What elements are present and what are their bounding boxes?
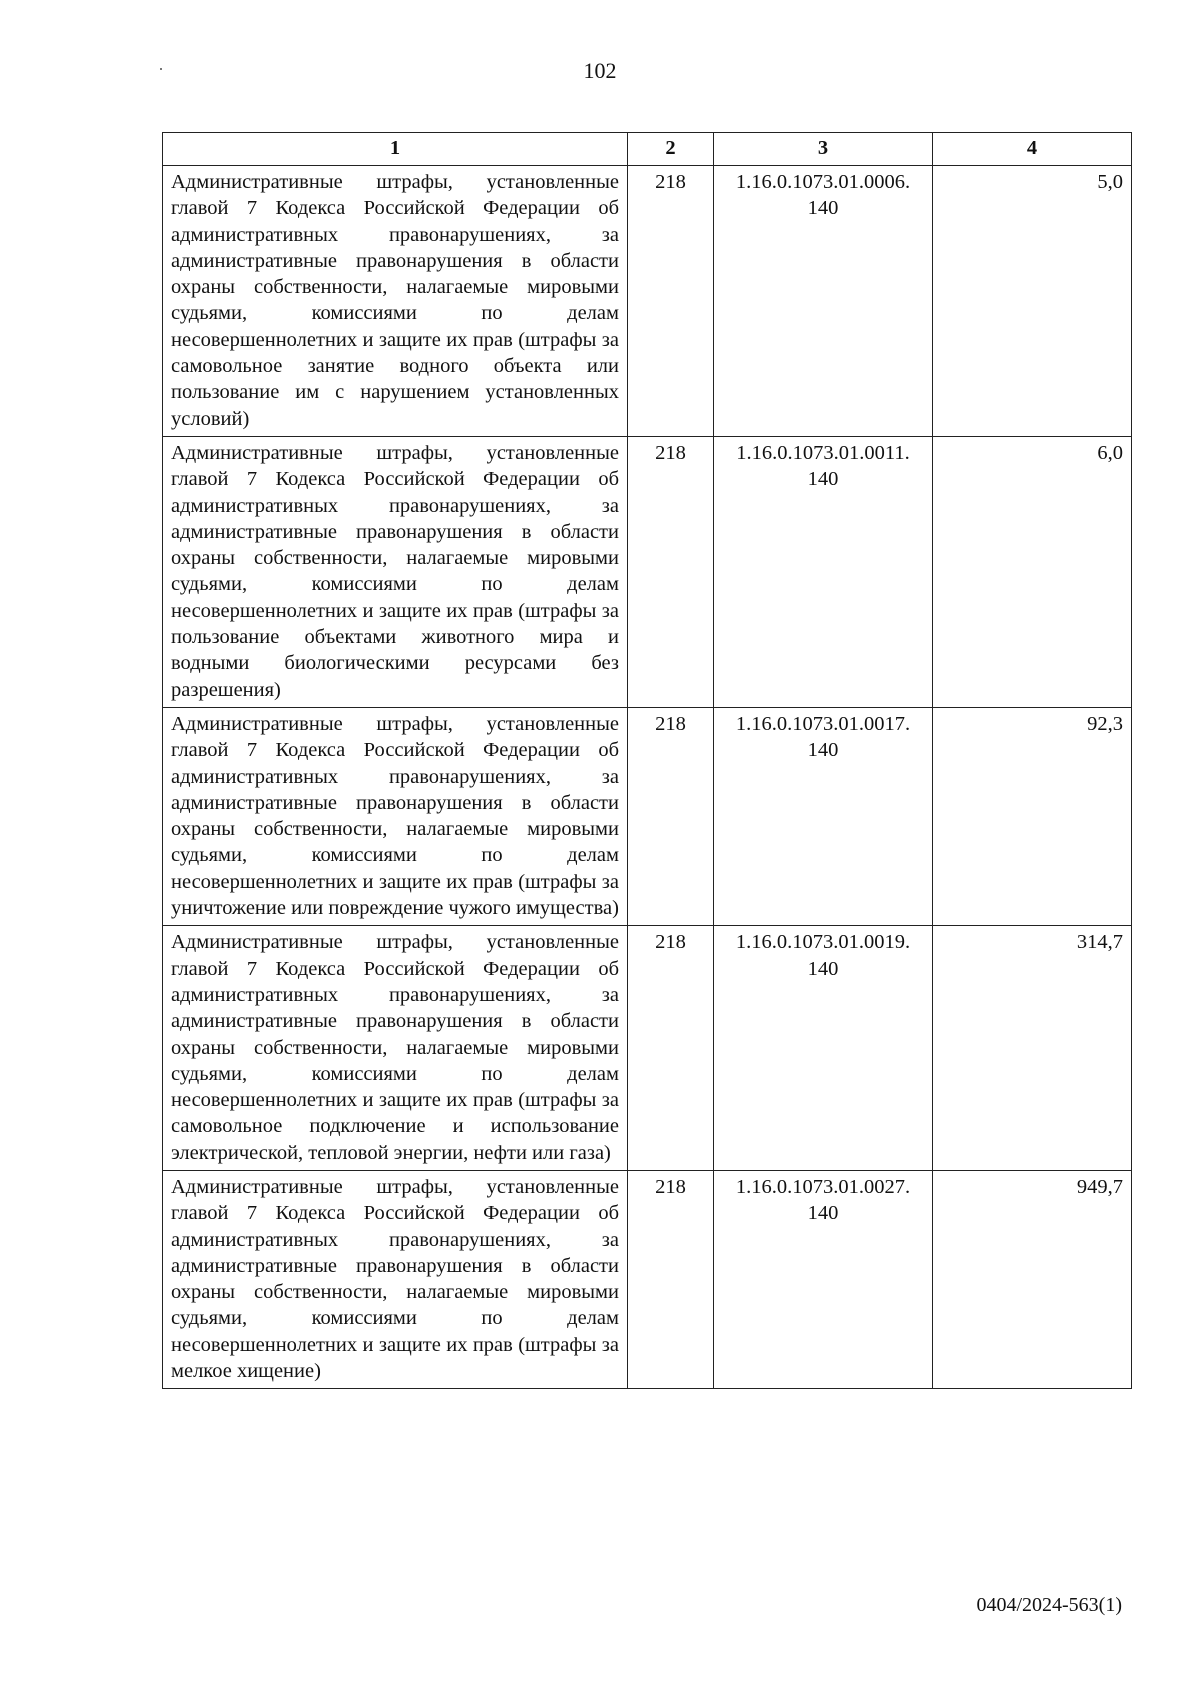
budget-code-cell	[714, 926, 933, 1171]
table-row	[163, 707, 1132, 925]
table-row	[163, 926, 1132, 1171]
budget-code-cell	[714, 1170, 933, 1388]
budget-table	[162, 132, 1132, 1389]
budget-code-cell	[714, 436, 933, 707]
budget-code-cell	[714, 166, 933, 437]
income-name-cell: Административные штрафы, установленные главой 7 Кодекса Российской Федерации об административных правонарушениях, за административные правонарушения в области охраны собственности, налагаемые мировыми судьями, комиссиями по делам несовершеннолетних и защите их прав (штрафы за мелкое хищение)	[163, 1170, 628, 1388]
table-row	[163, 166, 1132, 437]
administrator-code-cell: 218	[628, 926, 714, 1171]
table-row	[163, 1170, 1132, 1388]
amount-cell: 5,0	[933, 166, 1132, 437]
budget-code-main: 1.16.0.1073.01.0006.	[735, 171, 911, 193]
column-header-1: 1	[163, 133, 628, 166]
budget-code-suffix: 140	[807, 468, 839, 491]
page-number: 102	[583, 58, 617, 83]
budget-code-main: 1.16.0.1073.01.0017.	[735, 712, 911, 735]
budget-code-main: 1.16.0.1073.01.0019.	[735, 931, 911, 954]
income-name-cell: Административные штрафы, установленные главой 7 Кодекса Российской Федерации об административных правонарушениях, за административные правонарушения в области охраны собственности, налагаемые мировыми судьями, комиссиями по делам несовершеннолетних и защите их прав (штрафы за уничтожение или повреждение чужого имущества)	[163, 707, 628, 925]
amount-cell: 6,0	[933, 436, 1132, 707]
amount-cell: 949,7	[933, 1170, 1132, 1388]
administrator-code-cell: 218	[628, 1170, 714, 1388]
administrator-code-cell: 218	[628, 707, 714, 925]
administrator-code-cell: 218	[628, 436, 714, 707]
table-header-row	[163, 133, 1132, 166]
table-row	[163, 436, 1132, 707]
budget-code-main: 1.16.0.1073.01.0027.	[735, 1175, 911, 1198]
amount-cell: 314,7	[933, 926, 1132, 1171]
amount-cell: 92,3	[933, 707, 1132, 925]
budget-code-suffix: 140	[807, 1202, 839, 1225]
column-header-3: 3	[714, 133, 933, 166]
document-registration-number: 0404/2024-563(1)	[976, 1594, 1122, 1616]
column-header-4: 4	[933, 133, 1132, 166]
budget-code-cell	[714, 707, 933, 925]
administrator-code-cell: 218	[628, 166, 714, 437]
income-name-cell: Административные штрафы, установленные главой 7 Кодекса Российской Федерации об административных правонарушениях, за административные правонарушения в области охраны собственности, налагаемые мировыми судьями, комиссиями по делам несовершеннолетних и защите их прав (штрафы за пользование объектами животного мира и водными биологическими ресурсами без разрешения)	[163, 436, 628, 707]
income-name-cell: Административные штрафы, установленные главой 7 Кодекса Российской Федерации об административных правонарушениях, за административные правонарушения в области охраны собственности, налагаемые мировыми судьями, комиссиями по делам несовершеннолетних и защите их прав (штрафы за самовольное подключение и использование электрической, тепловой энергии, нефти или газа)	[163, 926, 628, 1171]
column-header-2: 2	[628, 133, 714, 166]
income-name-cell: Административные штрафы, установленные главой 7 Кодекса Российской Федерации об административных правонарушениях, за административные правонарушения в области охраны собственности, налагаемые мировыми судьями, комиссиями по делам несовершеннолетних и защите их прав (штрафы за самовольное занятие водного объекта или пользование им с нарушением установленных условий)	[163, 166, 628, 437]
budget-code-suffix: 140	[807, 739, 839, 762]
budget-code-suffix: 140	[807, 957, 839, 980]
budget-code-main: 1.16.0.1073.01.0011.	[736, 441, 910, 464]
budget-code-suffix: 140	[807, 197, 839, 220]
